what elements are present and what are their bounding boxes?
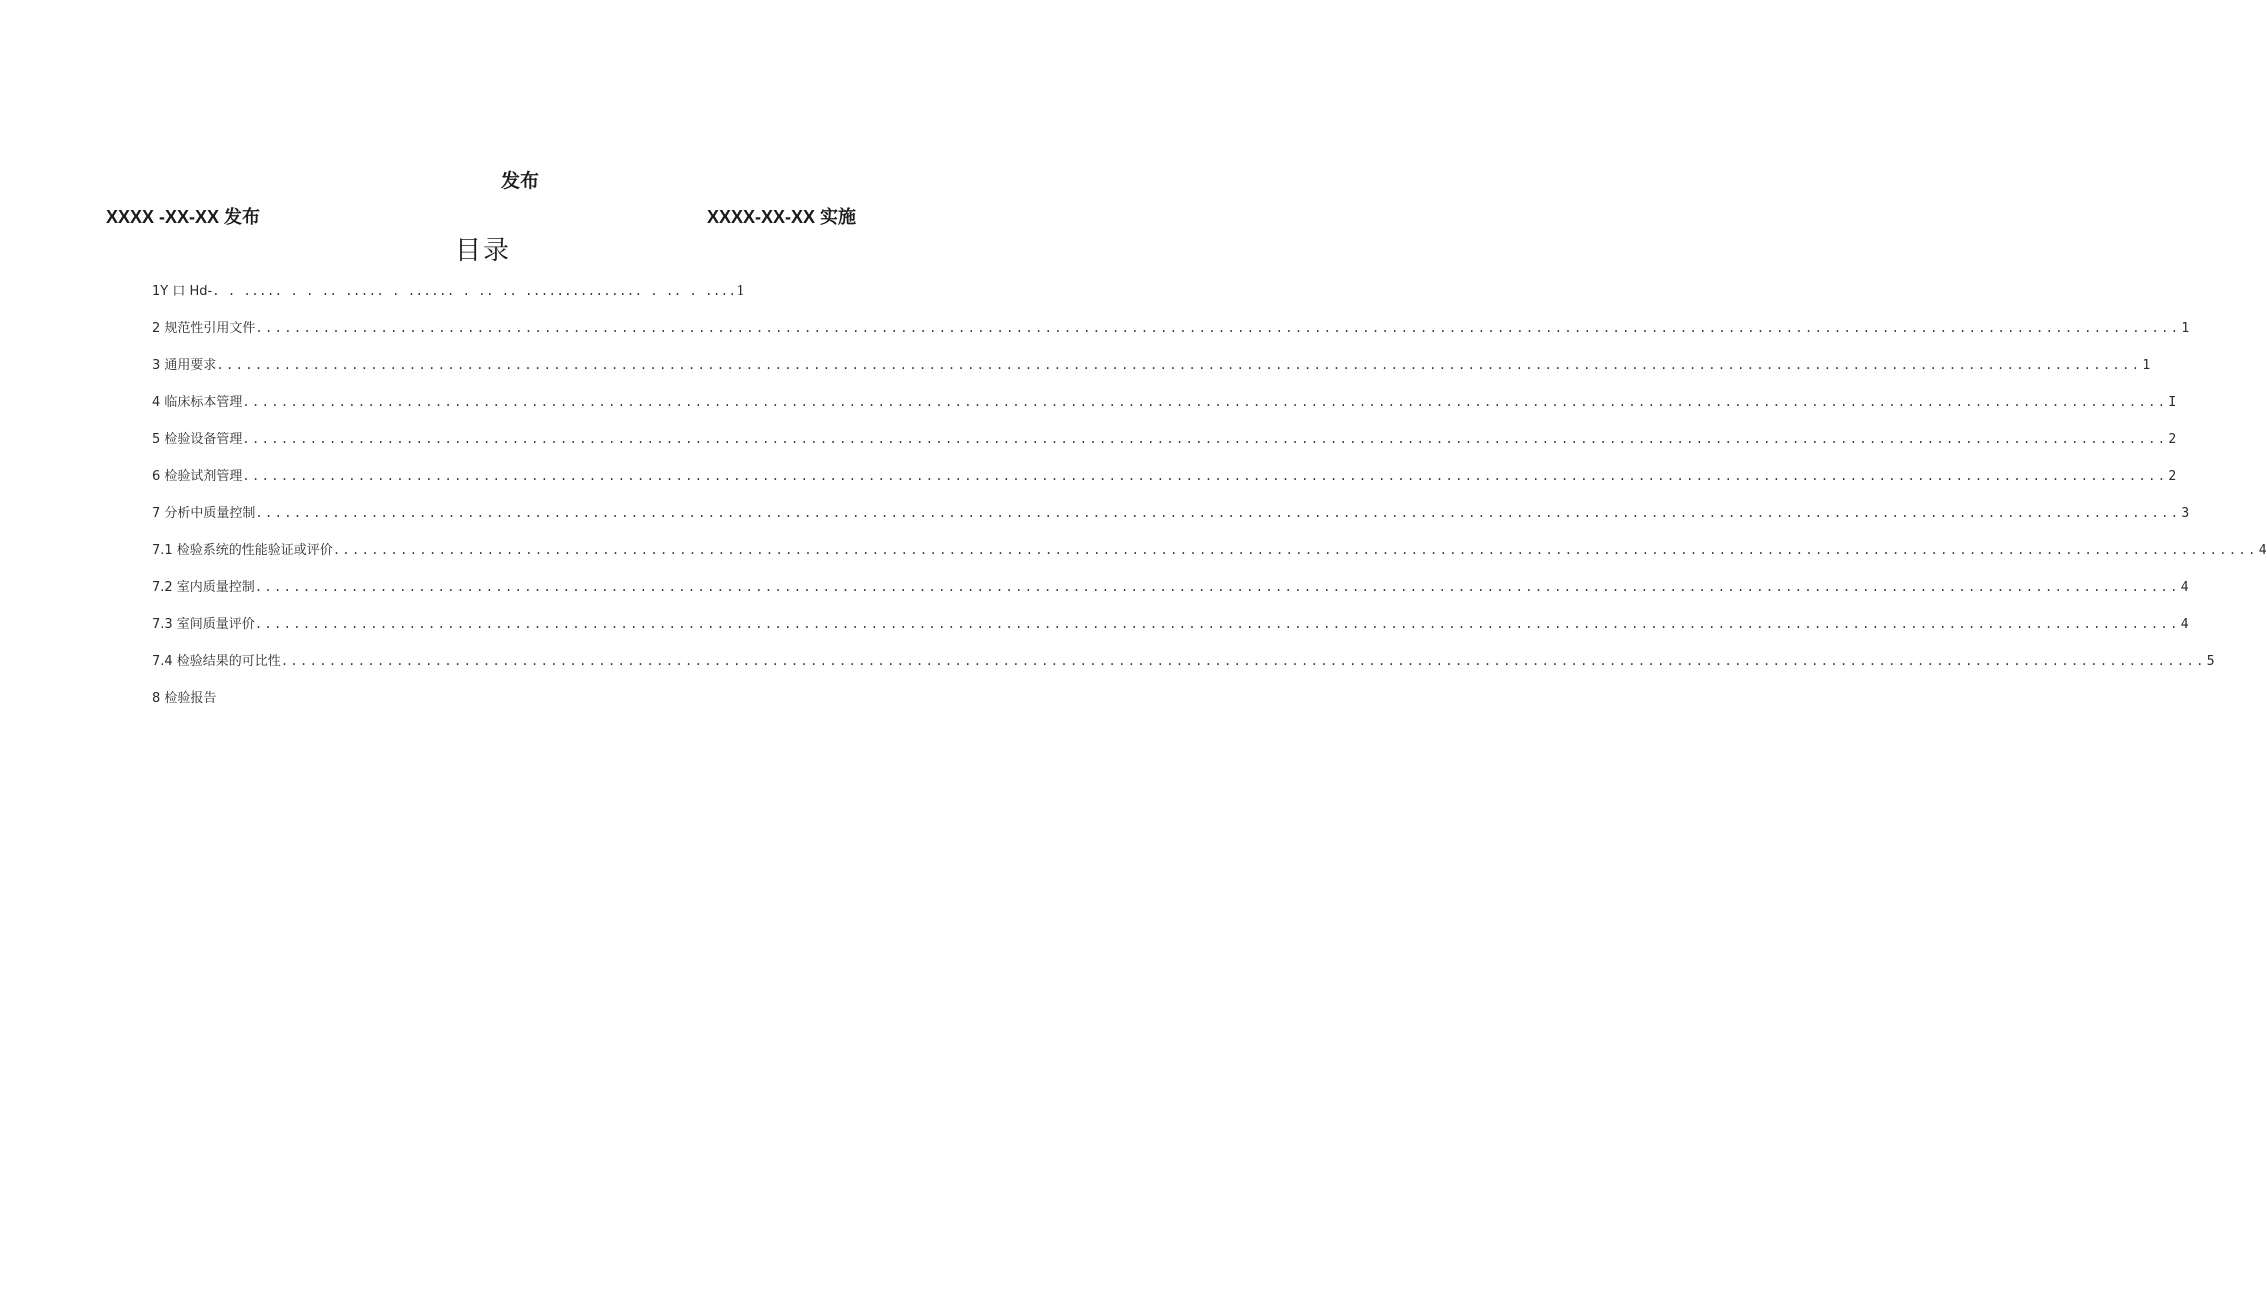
toc-entry-2[interactable] [152,317,2190,354]
toc-dot-leader: ........................................................................................................................................................................................................ [216,358,2142,372]
toc-entry-page: 4 [2180,580,2189,595]
toc-dot-leader: ........................................................................................................................................................................................................ [280,654,2206,668]
toc-dot-leader: ........................................................................................................................................................................................................ [332,543,2258,557]
toc-entry-page: 4 [2180,617,2189,632]
toc-entry-page: 1 [736,284,745,299]
implement-date: XXXX-XX-XX 实施 [706,207,856,227]
toc-dot-leader: ........................................................................................................................................................................................................ [254,617,2180,631]
toc-entry-page: 5 [2206,654,2215,669]
toc-entry-7-2[interactable] [152,576,2189,613]
toc-dot-leader: . . ..... . . .. ..... . ...... . .. .. ............... . .. . .... [212,284,737,298]
toc-entry-5[interactable] [152,428,2177,465]
toc-entry-7-1[interactable] [152,539,2267,576]
toc-entry-label: 3 通用要求 [152,358,217,373]
toc-entry-7[interactable] [152,502,2190,539]
toc-dot-leader: ........................................................................................................................................................................................................ [242,395,2168,409]
toc-entry-label: 4 临床标本管理 [152,395,243,410]
toc-entry-page: 4 [2258,543,2267,558]
toc-entry-7-3[interactable] [152,613,2189,650]
publish-label: 发布 [500,170,539,192]
toc-entry-label: 7.4 检验结果的可比性 [152,654,281,669]
toc-entry-8[interactable] [152,687,776,724]
toc-dot-leader: ........................................................................................................................................................................................................ [255,321,2181,335]
toc-list [152,280,2267,724]
toc-dot-leader: ........................................................................................................................................................................................................ [242,469,2168,483]
toc-entry-3[interactable] [152,354,2151,391]
toc-entry-label: 8 检验报告 [152,691,217,706]
toc-entry-page: 1 [2181,321,2190,336]
toc-entry-label: 1Y 口 Hd- [152,284,213,299]
toc-entry-label: 6 检验试剂管理 [152,469,243,484]
toc-entry-1[interactable] [152,280,776,317]
toc-title: 目录 [454,236,511,266]
toc-entry-page: 3 [2181,506,2190,521]
toc-entry-7-4[interactable] [152,650,2215,687]
toc-entry-6[interactable] [152,465,2177,502]
toc-entry-page: 1 [2142,358,2151,373]
toc-entry-label: 5 检验设备管理 [152,432,243,447]
toc-entry-4[interactable] [152,391,2177,428]
toc-dot-leader: ........................................................................................................................................................................................................ [255,506,2181,520]
toc-dot-leader: ........................................................................................................................................................................................................ [242,432,2168,446]
toc-entry-label: 7.2 室内质量控制 [152,580,255,595]
toc-entry-label: 7 分析中质量控制 [152,506,256,521]
toc-entry-label: 2 规范性引用文件 [152,321,256,336]
toc-entry-label: 7.1 检验系统的性能验证或评价 [152,543,333,558]
toc-entry-page: 2 [2168,432,2177,447]
publish-date: XXXX -XX-XX 发布 [106,207,261,227]
toc-dot-leader: ........................................................................................................................................................................................................ [254,580,2180,594]
toc-entry-label: 7.3 室间质量评价 [152,617,255,632]
toc-entry-page: 2 [2168,469,2177,484]
toc-entry-page: I [2168,395,2177,410]
